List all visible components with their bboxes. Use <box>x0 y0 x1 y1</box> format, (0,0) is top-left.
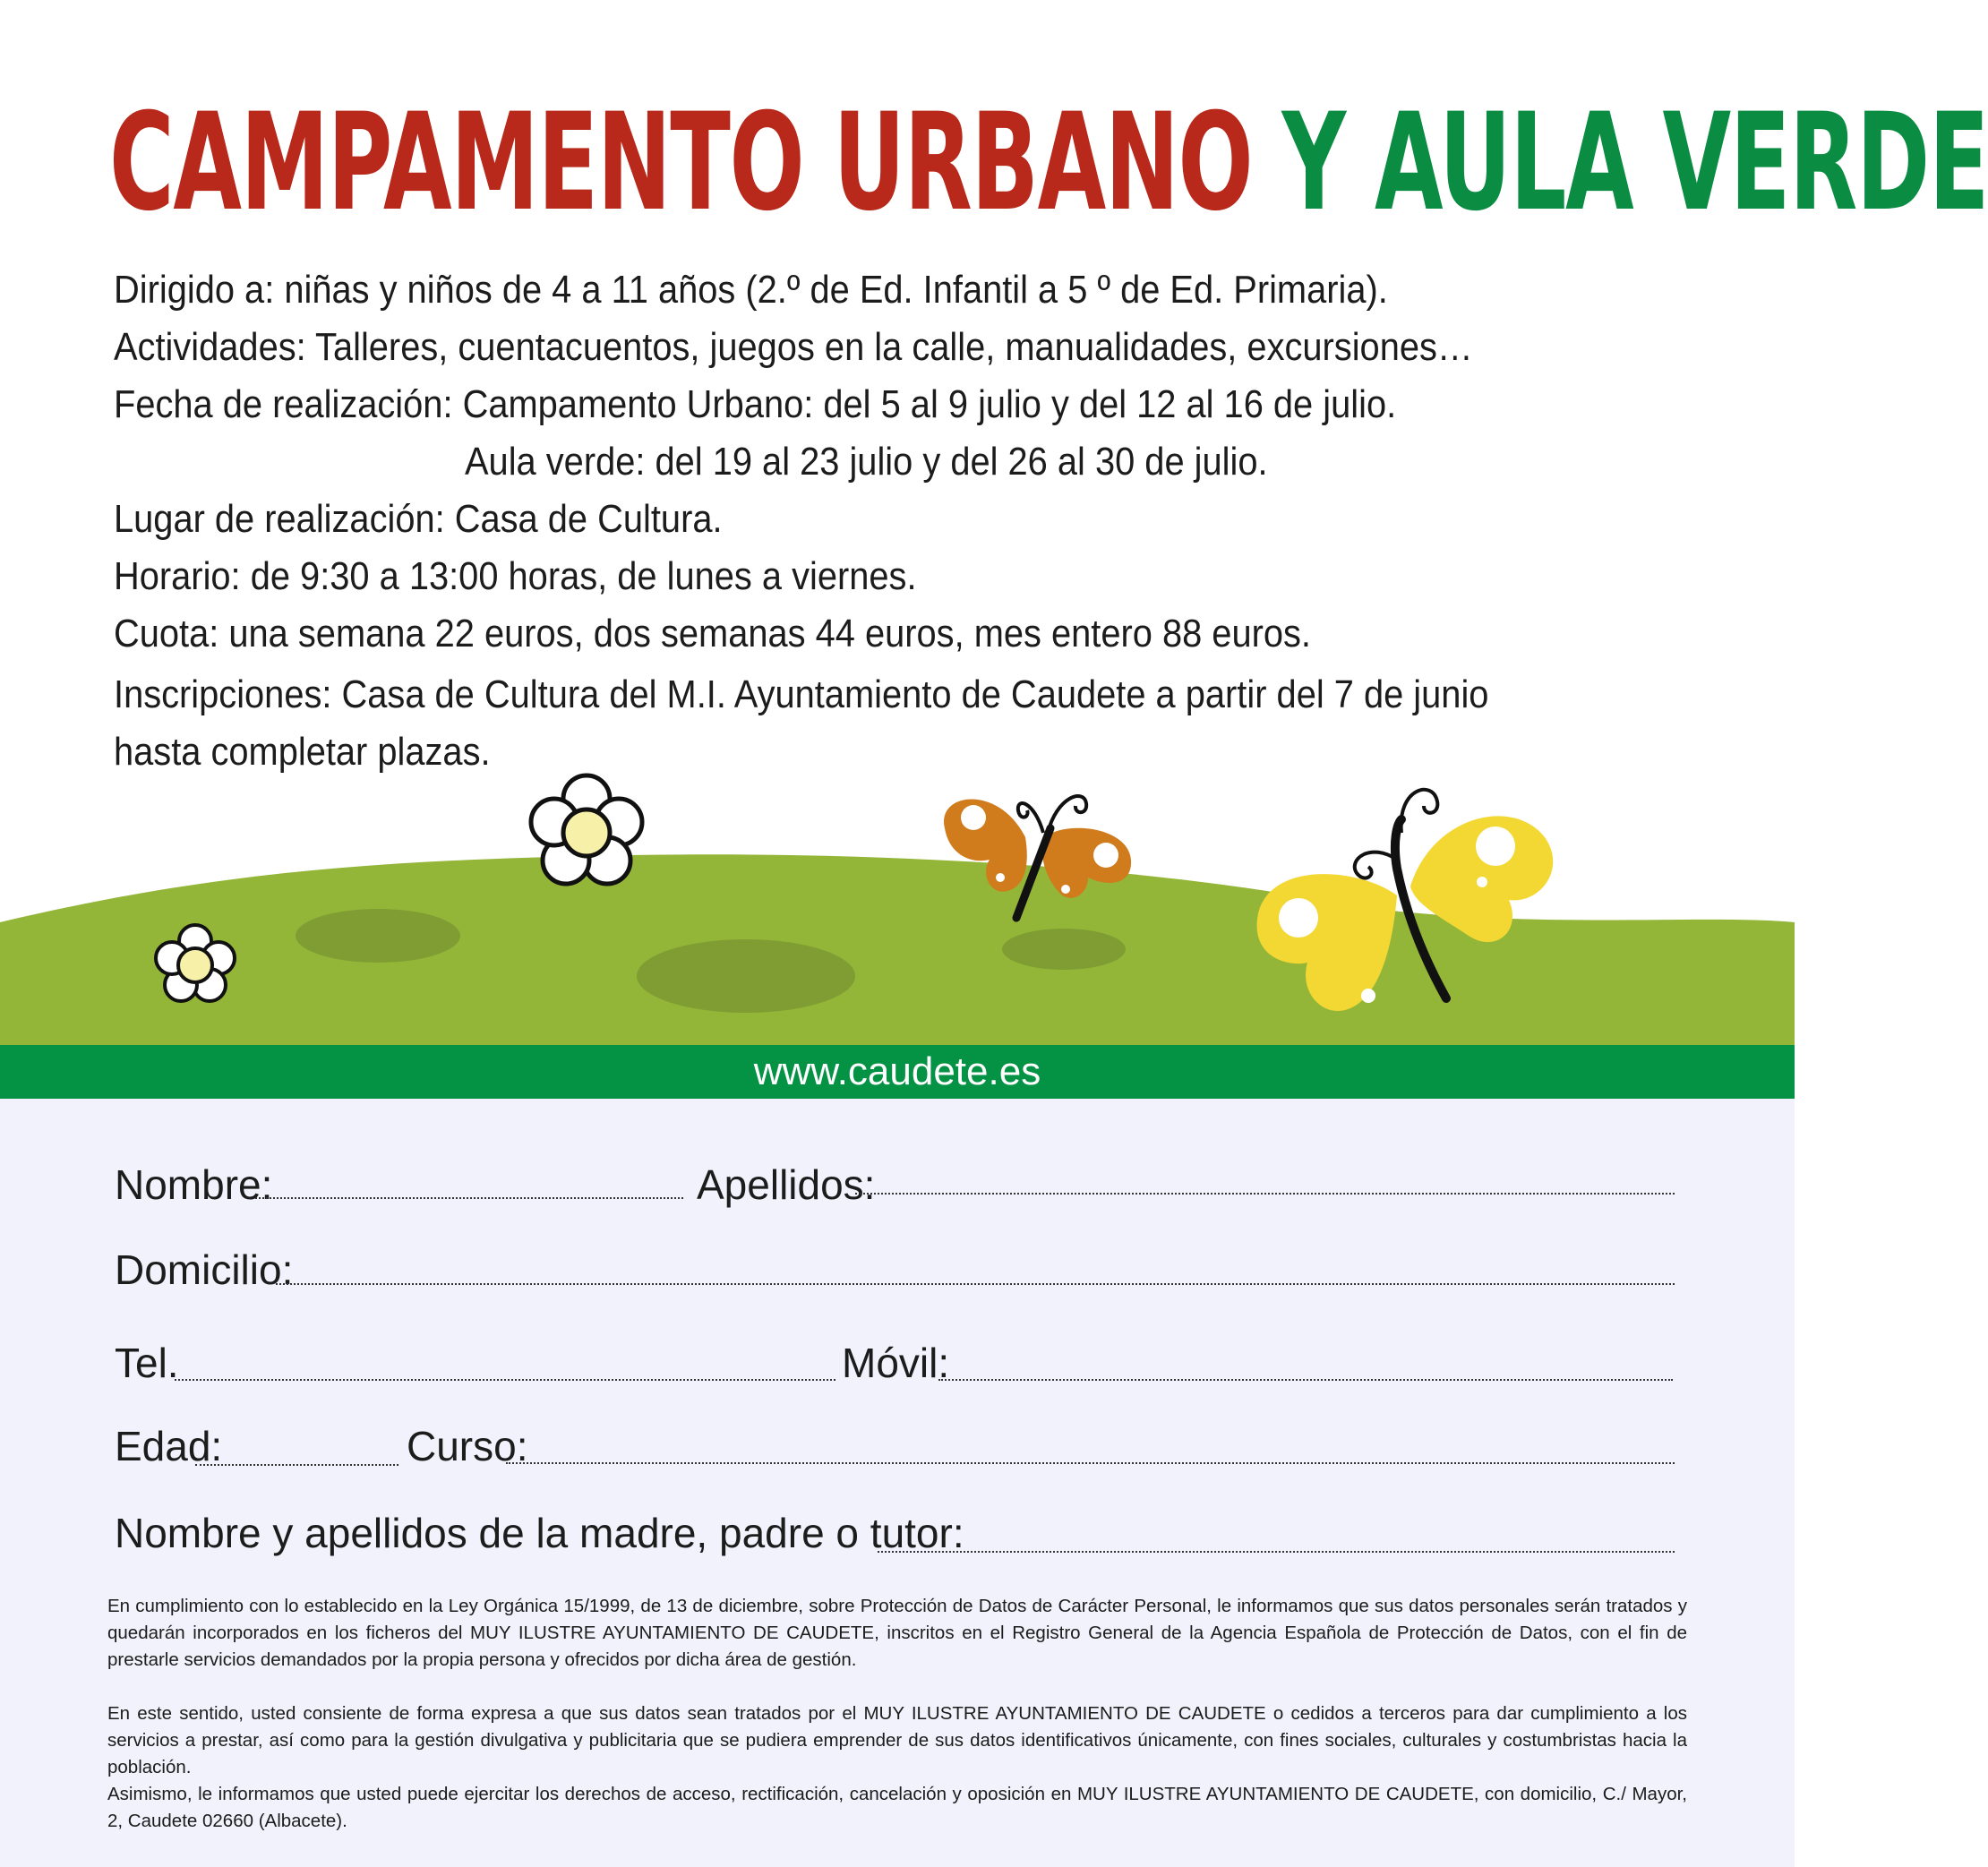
title-red-part: CAMPAMENTO URBANO <box>109 85 1253 241</box>
registration-form <box>0 1099 1795 1867</box>
tutor-field[interactable] <box>878 1551 1675 1553</box>
domicilio-label: Domicilio: <box>115 1246 294 1293</box>
info-lugar: Lugar de realización: Casa de Cultura. <box>114 497 723 541</box>
website-link[interactable]: www.caudete.es <box>753 1049 1041 1093</box>
info-inscripciones: Inscripciones: Casa de Cultura del M.I. Ayuntamiento de Caudete a partir del 7 de junio <box>114 672 1489 716</box>
movil-label: Móvil: <box>842 1340 950 1386</box>
info-actividades: Actividades: Talleres, cuentacuentos, juegos en la calle, manualidades, excursiones… <box>114 325 1473 369</box>
apellidos-label: Apellidos: <box>697 1161 876 1208</box>
nombre-label: Nombre: <box>115 1161 273 1208</box>
page-title <box>109 82 1988 244</box>
tutor-label: Nombre y apellidos de la madre, padre o tutor: <box>115 1510 964 1556</box>
apellidos-field[interactable] <box>855 1193 1675 1195</box>
edad-field[interactable] <box>195 1464 398 1466</box>
info-cuota: Cuota: una semana 22 euros, dos semanas 44 euros, mes entero 88 euros. <box>114 612 1311 655</box>
title-green-part: Y AULA VERDE <box>1281 85 1988 241</box>
domicilio-field[interactable] <box>276 1283 1675 1285</box>
info-inscripciones-cont: hasta completar plazas. <box>114 730 491 774</box>
flower-icon <box>531 775 642 884</box>
tel-label: Tel. <box>115 1340 179 1386</box>
curso-field[interactable] <box>506 1462 1675 1464</box>
info-fecha: Fecha de realización: Campamento Urbano: del 5 al 9 julio y del 12 al 16 de julio. <box>114 382 1397 426</box>
legal-paragraph-1: En cumplimiento con lo establecido en la Ley Orgánica 15/1999, de 13 de diciembre, sobre Protección de Datos de Carácter Personal, le informamos que sus datos personales serán tratados y quedarán incorporados en los ficheros del MUY ILUSTRE AYUNTAMIENTO DE CAUDETE, inscritos en el Registro General de la Agencia Española de Protección de Datos, con el fin de prestarle servicios demandados por la propia persona y ofrecidos por dicha área de gestión. <box>107 1596 1687 1670</box>
tel-field[interactable] <box>175 1379 835 1381</box>
movil-field[interactable] <box>938 1379 1673 1381</box>
legal-paragraph-3: Asimismo, le informamos que usted puede ejercitar los derechos de acceso, rectificación, cancelación y oposición en MUY ILUSTRE AYUNTAMIENTO DE CAUDETE, con domicilio, C./ Mayor, 2, Caudete 02660 (Albacete). <box>107 1784 1687 1831</box>
meadow-illustration <box>0 752 1795 1057</box>
nombre-field[interactable] <box>255 1197 683 1199</box>
info-fecha-aula: Aula verde: del 19 al 23 julio y del 26 al 30 de julio. <box>465 440 1268 484</box>
info-horario: Horario: de 9:30 a 13:00 horas, de lunes a viernes. <box>114 554 917 598</box>
curso-label: Curso: <box>407 1423 528 1469</box>
edad-label: Edad: <box>115 1423 223 1469</box>
legal-paragraph-2: En este sentido, usted consiente de forma expresa a que sus datos sean tratados por el MUY ILUSTRE AYUNTAMIENTO DE CAUDETE o cedidos a terceros para dar cumplimiento a los servicios a prestar, así como para la gestión divulgativa y publicitaria que se pudiera emprender de sus datos identificativos únicamente, con fines sociales, culturales y costumbristas hacia la población. <box>107 1703 1687 1777</box>
info-dirigido: Dirigido a: niñas y niños de 4 a 11 años (2.º de Ed. Infantil a 5 º de Ed. Primaria). <box>114 268 1388 312</box>
